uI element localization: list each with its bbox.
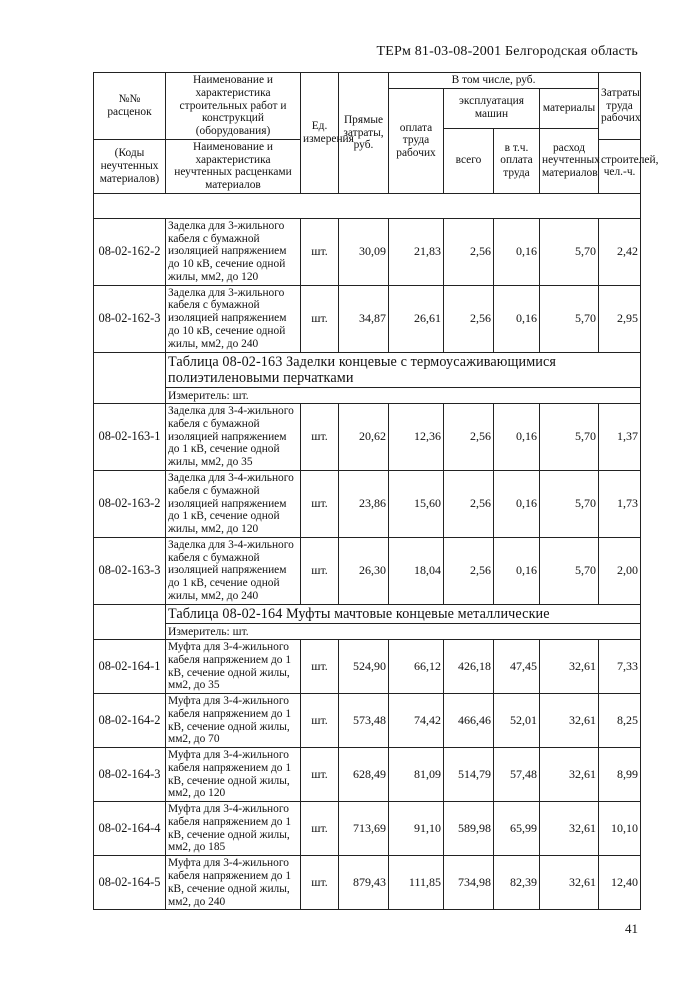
col-incl-header: В том числе, руб. [389,73,599,89]
rate-mach-pay: 0,16 [494,471,540,538]
rate-direct: 713,69 [339,802,389,856]
table-row [94,218,641,285]
measure-163: Измеритель: шт. [166,388,641,404]
rate-labor: 2,00 [599,537,641,604]
rate-direct: 30,09 [339,218,389,285]
rate-labor: 2,95 [599,285,641,352]
col-code-subheader: (Коды неучтенных материалов) [94,139,166,193]
section-title-row [94,352,641,388]
col-materials-header: материалы [540,88,599,128]
rate-mach-pay: 47,45 [494,639,540,693]
rate-mach-pay: 0,16 [494,285,540,352]
rate-pay: 12,36 [389,404,444,471]
col-name-header: Наименование и характеристика строительных работ и конструкций (оборудования) [166,73,301,140]
measure-row [94,624,641,640]
rate-code: 08-02-164-2 [94,694,166,748]
rate-labor: 7,33 [599,639,641,693]
rate-name: Муфта для 3-4-жильного кабеля напряжением до 1 кВ, сечение одной жилы, мм2, до 70 [166,694,301,748]
col-labor-header-top: Затраты труда рабочих [599,73,641,140]
rates-table [93,72,659,910]
rate-mach-pay: 57,48 [494,748,540,802]
rate-name: Заделка для 3-жильного кабеля с бумажной изоляцией напряжением до 10 кВ, сечение одной жилы, мм2, до 240 [166,285,301,352]
rate-pay: 26,61 [389,285,444,352]
rate-direct: 573,48 [339,694,389,748]
rate-code: 08-02-162-2 [94,218,166,285]
rate-mach-pay: 0,16 [494,537,540,604]
rate-labor: 10,10 [599,802,641,856]
rate-direct: 34,87 [339,285,389,352]
rate-unit: шт. [301,537,339,604]
spacer-row [94,193,641,218]
rate-pay: 66,12 [389,639,444,693]
rate-mach-pay: 0,16 [494,404,540,471]
rate-mat: 5,70 [540,285,599,352]
col-labor-header-bottom: строителей, чел.-ч. [599,139,641,193]
rate-code: 08-02-162-3 [94,285,166,352]
rate-mach: 466,46 [444,694,494,748]
rate-mach-pay: 65,99 [494,802,540,856]
rate-direct: 524,90 [339,639,389,693]
col-machines-header: эксплуатация машин [444,88,540,128]
rate-unit: шт. [301,404,339,471]
table-row [94,802,641,856]
section-title-164: Таблица 08-02-164 Муфты мачтовые концевые металлические [166,604,641,623]
rate-mat: 32,61 [540,802,599,856]
rate-mat: 5,70 [540,537,599,604]
rate-mat: 5,70 [540,218,599,285]
rate-name: Заделка для 3-жильного кабеля с бумажной изоляцией напряжением до 10 кВ, сечение одной жилы, мм2, до 120 [166,218,301,285]
rate-direct: 628,49 [339,748,389,802]
section-title-row [94,604,641,623]
rate-mat: 32,61 [540,748,599,802]
rate-mat: 32,61 [540,639,599,693]
rate-name: Муфта для 3-4-жильного кабеля напряжением до 1 кВ, сечение одной жилы, мм2, до 35 [166,639,301,693]
rate-labor: 8,99 [599,748,641,802]
rate-mat: 32,61 [540,856,599,910]
table-row [94,285,641,352]
rate-code: 08-02-164-4 [94,802,166,856]
rate-mach: 734,98 [444,856,494,910]
rate-mat: 32,61 [540,694,599,748]
section-title-163: Таблица 08-02-163 Заделки концевые с термоусаживающимися полиэтиленовыми перчатками [166,352,641,388]
col-name-subheader: Наименование и характеристика неучтенных расценками материалов [166,139,301,193]
rate-unit: шт. [301,471,339,538]
rate-mat: 5,70 [540,404,599,471]
col-mach-total-header: всего [444,128,494,193]
table-row [94,856,641,910]
rate-pay: 111,85 [389,856,444,910]
rate-mach: 514,79 [444,748,494,802]
rate-mach: 426,18 [444,639,494,693]
rate-direct: 879,43 [339,856,389,910]
rate-mach-pay: 52,01 [494,694,540,748]
rate-direct: 23,86 [339,471,389,538]
rate-code: 08-02-163-1 [94,404,166,471]
rate-pay: 18,04 [389,537,444,604]
rate-code: 08-02-164-3 [94,748,166,802]
rate-unit: шт. [301,748,339,802]
rate-mat: 5,70 [540,471,599,538]
rate-mach: 2,56 [444,218,494,285]
rate-mach: 2,56 [444,471,494,538]
measure-164: Измеритель: шт. [166,624,641,640]
rate-mach: 2,56 [444,537,494,604]
col-code-header: №№ расценок [94,73,166,140]
rate-labor: 8,25 [599,694,641,748]
rate-mach: 2,56 [444,404,494,471]
rate-unit: шт. [301,639,339,693]
rate-code: 08-02-164-5 [94,856,166,910]
rate-labor: 2,42 [599,218,641,285]
page-number: 41 [625,921,638,936]
rate-code: 08-02-163-2 [94,471,166,538]
rate-labor: 12,40 [599,856,641,910]
rate-name: Муфта для 3-4-жильного кабеля напряжением до 1 кВ, сечение одной жилы, мм2, до 120 [166,748,301,802]
table-row [94,404,641,471]
rate-unit: шт. [301,694,339,748]
rate-pay: 15,60 [389,471,444,538]
col-unit-header: Ед. измерения [301,73,339,194]
table-row [94,639,641,693]
col-mat-extra-header: расход неучтенных материалов [540,128,599,193]
table-row [94,748,641,802]
document-header: ТЕРм 81-03-08-2001 Белгородская область [376,44,638,59]
rate-pay: 21,83 [389,218,444,285]
header-row-1 [94,73,641,89]
col-pay-header: оплата труда рабочих [389,88,444,193]
rate-mach-pay: 0,16 [494,218,540,285]
measure-row [94,388,641,404]
rate-mach: 2,56 [444,285,494,352]
rate-name: Заделка для 3-4-жильного кабеля с бумажной изоляцией напряжением до 1 кВ, сечение одной жилы, мм2, до 240 [166,537,301,604]
rate-unit: шт. [301,802,339,856]
rate-labor: 1,73 [599,471,641,538]
rate-name: Муфта для 3-4-жильного кабеля напряжением до 1 кВ, сечение одной жилы, мм2, до 185 [166,802,301,856]
rate-unit: шт. [301,856,339,910]
rate-name: Заделка для 3-4-жильного кабеля с бумажной изоляцией напряжением до 1 кВ, сечение одной жилы, мм2, до 35 [166,404,301,471]
rate-pay: 74,42 [389,694,444,748]
rate-name: Муфта для 3-4-жильного кабеля напряжением до 1 кВ, сечение одной жилы, мм2, до 240 [166,856,301,910]
table-row [94,694,641,748]
rate-mach-pay: 82,39 [494,856,540,910]
rate-mach: 589,98 [444,802,494,856]
rate-pay: 81,09 [389,748,444,802]
rate-unit: шт. [301,285,339,352]
rate-unit: шт. [301,218,339,285]
col-mach-pay-header: в т.ч. оплата труда [494,128,540,193]
rate-direct: 26,30 [339,537,389,604]
rate-labor: 1,37 [599,404,641,471]
rate-name: Заделка для 3-4-жильного кабеля с бумажной изоляцией напряжением до 1 кВ, сечение одной жилы, мм2, до 120 [166,471,301,538]
rate-code: 08-02-163-3 [94,537,166,604]
rate-direct: 20,62 [339,404,389,471]
rate-code: 08-02-164-1 [94,639,166,693]
rate-pay: 91,10 [389,802,444,856]
col-direct-header: Прямые затраты, руб. [339,73,389,194]
table-row [94,471,641,538]
table-row [94,537,641,604]
